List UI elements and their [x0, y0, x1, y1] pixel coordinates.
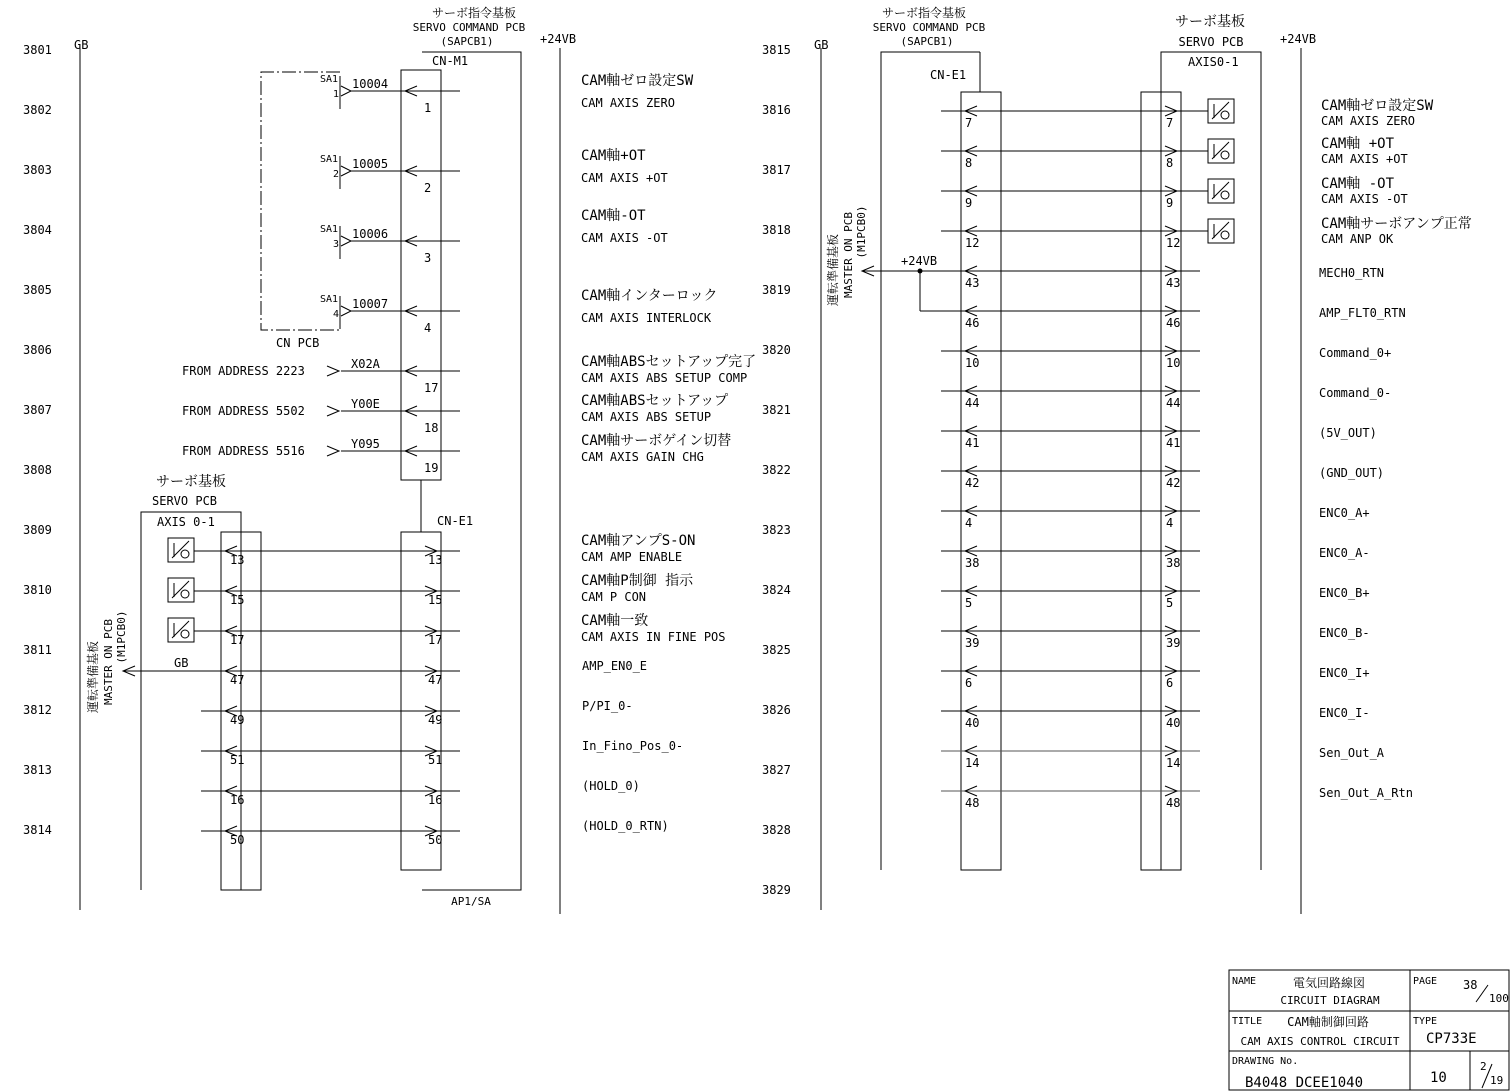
- servo-pin-number: 5: [1166, 596, 1174, 610]
- wire-number: 10006: [352, 227, 389, 241]
- gb-label: GB: [814, 38, 829, 52]
- from-address-label: FROM ADDRESS 5502: [182, 404, 305, 418]
- switch-num: 1: [333, 89, 340, 100]
- row-number: 3803: [23, 163, 52, 177]
- io-icon: [168, 538, 194, 562]
- wire-number: 10005: [352, 157, 389, 171]
- connector-mark: [341, 236, 351, 246]
- from-arrow: [327, 366, 339, 376]
- signal-name: ENC0_A+: [1319, 506, 1370, 520]
- signal-desc-jp: CAM軸一致: [581, 613, 649, 629]
- signal-desc-en: CAM AXIS ZERO: [581, 96, 675, 110]
- tb-drawing-number: B4048 DCEE1040: [1245, 1075, 1364, 1091]
- signal-desc-en: CAM AXIS ABS SETUP: [581, 410, 712, 424]
- servo-pin-number: 7: [1166, 116, 1174, 130]
- io-circle: [181, 630, 189, 638]
- cmd-pin-number: 5: [965, 596, 973, 610]
- master-on-pcb-jp: 運転準備基板: [826, 233, 840, 307]
- io-circle: [1221, 151, 1229, 159]
- tb-drawing-label: DRAWING No.: [1232, 1056, 1299, 1067]
- v24-label: +24VB: [540, 32, 577, 46]
- servo-pin-number: 6: [1166, 676, 1174, 690]
- servo-pin-number: 42: [1166, 476, 1181, 490]
- servo-pcb-title-jp: サーボ基板: [1175, 14, 1245, 30]
- row-number: 3812: [23, 703, 52, 717]
- tb-sheet-number: 2: [1480, 1060, 1487, 1073]
- tb-slash: [1476, 985, 1488, 1002]
- servo-pin-number: 4: [1166, 516, 1174, 530]
- signal-desc-jp: CAM軸ゼロ設定SW: [1321, 98, 1434, 114]
- servo-pcb-title-en: SERVO PCB: [152, 494, 218, 508]
- signal-desc-jp: CAM軸ABSセットアップ: [581, 393, 729, 409]
- v24-tap-label: +24VB: [901, 254, 938, 268]
- cmd-pin-number: 13: [428, 553, 443, 567]
- from-arrow: [327, 446, 339, 456]
- signal-desc-jp: CAM軸 +OT: [1321, 136, 1395, 152]
- row-number: 3813: [23, 763, 52, 777]
- cmd-pin-number: 50: [428, 833, 443, 847]
- servo-pin-number: 14: [1166, 756, 1181, 770]
- pin-number: 18: [424, 421, 439, 435]
- signal-name: Command_0+: [1319, 346, 1392, 360]
- signal-desc-jp: CAM軸ゼロ設定SW: [581, 73, 694, 89]
- gb-tap-label: GB: [174, 656, 189, 670]
- io-icon: [1208, 219, 1234, 243]
- signal-name: (HOLD_0): [582, 779, 640, 793]
- cmd-pin-number: 38: [965, 556, 980, 570]
- signal-desc-en: CAM AMP ENABLE: [581, 550, 683, 564]
- servo-pin-number: 47: [230, 673, 245, 687]
- signal-desc-jp: CAM軸サーボアンプ正常: [1321, 216, 1472, 232]
- row-number: 3802: [23, 103, 52, 117]
- tb-title-jp: CAM軸制御回路: [1287, 1015, 1369, 1029]
- from-address-label: FROM ADDRESS 5516: [182, 444, 305, 458]
- io-slash: [172, 581, 189, 598]
- io-circle: [181, 550, 189, 558]
- connector-mark: [341, 86, 351, 96]
- wire-number: X02A: [351, 357, 380, 371]
- signal-desc-en: CAM AXIS INTERLOCK: [581, 311, 712, 325]
- gb-label: GB: [74, 38, 89, 52]
- signal-name: MECH0_RTN: [1319, 266, 1385, 280]
- tb-title-en: CAM AXIS CONTROL CIRCUIT: [1240, 1035, 1400, 1048]
- from-arrow: [327, 406, 339, 416]
- tb-name-label: NAME: [1232, 976, 1257, 987]
- cmd-pin-number: 7: [965, 116, 973, 130]
- signal-name: Sen_Out_A_Rtn: [1319, 786, 1413, 800]
- axis-label: AXIS 0-1: [157, 515, 215, 529]
- pin-number: 19: [424, 461, 439, 475]
- cmd-pin-number: 44: [965, 396, 980, 410]
- io-icon: [1208, 99, 1234, 123]
- row-number: 3804: [23, 223, 52, 237]
- servo-pin-number: 41: [1166, 436, 1181, 450]
- signal-desc-jp: CAM軸ABSセットアップ完了: [581, 354, 757, 370]
- cmd-pin-number: 46: [965, 316, 980, 330]
- tb-title-label: TITLE: [1232, 1016, 1263, 1027]
- cmd-pin-number: 10: [965, 356, 980, 370]
- connector-mark: [341, 166, 351, 176]
- servo-pin-number: 40: [1166, 716, 1181, 730]
- signal-name: In_Fino_Pos_0-: [582, 739, 684, 753]
- signal-desc-jp: CAM軸P制御 指示: [581, 573, 694, 589]
- wire-number: Y00E: [351, 397, 380, 411]
- board-id: (SAPCB1): [440, 35, 494, 48]
- tb-type-label: TYPE: [1413, 1016, 1438, 1027]
- tb-type-value: CP733E: [1426, 1031, 1477, 1047]
- io-slash: [172, 541, 189, 558]
- io-circle: [1221, 111, 1229, 119]
- signal-desc-jp: CAM軸-OT: [581, 208, 646, 224]
- row-number: 3820: [762, 343, 791, 357]
- tb-page-label: PAGE: [1413, 976, 1438, 987]
- io-slash: [1212, 222, 1229, 239]
- cmd-pin-number: 4: [965, 516, 973, 530]
- pin-number: 17: [424, 381, 439, 395]
- row-number: 3827: [762, 763, 791, 777]
- pin-number: 2: [424, 181, 432, 195]
- servo-pin-number: 38: [1166, 556, 1181, 570]
- row-number: 3822: [762, 463, 791, 477]
- signal-desc-jp: CAM軸 -OT: [1321, 176, 1395, 192]
- signal-desc-jp: CAM軸サーボゲイン切替: [581, 433, 732, 449]
- row-number: 3829: [762, 883, 791, 897]
- servo-pin-number: 13: [230, 553, 245, 567]
- v24-label: +24VB: [1280, 32, 1317, 46]
- row-number: 3818: [762, 223, 791, 237]
- pin-number: 3: [424, 251, 432, 265]
- switch-num: 2: [333, 169, 340, 180]
- row-number: 3805: [23, 283, 52, 297]
- cn-e1-label: CN-E1: [930, 68, 967, 82]
- connector-mark: [341, 306, 351, 316]
- servo-pcb-box: [141, 512, 241, 890]
- signal-name: ENC0_I-: [1319, 706, 1370, 720]
- servo-pin-number: 8: [1166, 156, 1174, 170]
- signal-desc-en: CAM P CON: [581, 590, 647, 604]
- signal-desc-en: CAM AXIS ABS SETUP COMP: [581, 371, 748, 385]
- switch-tag: SA1: [320, 154, 339, 165]
- wire-number: Y095: [351, 437, 380, 451]
- master-on-pcb-jp: 運転準備基板: [86, 640, 100, 714]
- signal-name: AMP_FLT0_RTN: [1319, 306, 1406, 320]
- cmd-pin-number: 12: [965, 236, 980, 250]
- io-circle: [1221, 231, 1229, 239]
- io-icon: [1208, 179, 1234, 203]
- servo-pin-number: 15: [230, 593, 245, 607]
- servo-pin-number: 12: [1166, 236, 1181, 250]
- signal-desc-jp: CAM軸アンプS-ON: [581, 533, 696, 549]
- tb-page-total: 100: [1489, 992, 1509, 1005]
- servo-command-pcb-box: [881, 52, 980, 870]
- cmd-pin-number: 15: [428, 593, 443, 607]
- title-block: [1229, 970, 1509, 1091]
- servo-pcb-title-jp: サーボ基板: [156, 474, 226, 490]
- cmd-pin-number: 51: [428, 753, 443, 767]
- signal-desc-jp: CAM軸インターロック: [581, 288, 718, 304]
- ap1-label: AP1/SA: [451, 895, 491, 908]
- row-number: 3806: [23, 343, 52, 357]
- switch-tag: SA1: [320, 224, 339, 235]
- cmd-pin-number: 17: [428, 633, 443, 647]
- row-number: 3808: [23, 463, 52, 477]
- row-number: 3821: [762, 403, 791, 417]
- cn-pcb-frame: [261, 72, 340, 330]
- signal-name: ENC0_B+: [1319, 586, 1370, 600]
- servo-pin-number: 46: [1166, 316, 1181, 330]
- cn-e1-label: CN-E1: [437, 514, 474, 528]
- left-circuit: [23, 5, 756, 914]
- servo-pcb-title-en: SERVO PCB: [1178, 35, 1244, 49]
- switch-tag: SA1: [320, 74, 339, 85]
- pin-number: 4: [424, 321, 432, 335]
- row-number: 3824: [762, 583, 791, 597]
- row-number: 3809: [23, 523, 52, 537]
- row-number: 3826: [762, 703, 791, 717]
- tb-name-en: CIRCUIT DIAGRAM: [1280, 994, 1380, 1007]
- tb-sheet-total: 19: [1490, 1074, 1504, 1087]
- io-slash: [1212, 182, 1229, 199]
- servo-pin-number: 50: [230, 833, 245, 847]
- signal-name: ENC0_I+: [1319, 666, 1370, 680]
- signal-name: (HOLD_0_RTN): [582, 819, 669, 833]
- cmd-pin-number: 41: [965, 436, 980, 450]
- servo-pin-number: 17: [230, 633, 245, 647]
- cmd-pin-number: 9: [965, 196, 973, 210]
- axis-label: AXIS0-1: [1188, 55, 1239, 69]
- signal-name: ENC0_B-: [1319, 626, 1370, 640]
- tb-revision: 10: [1430, 1070, 1447, 1086]
- servo-pin-number: 39: [1166, 636, 1181, 650]
- master-on-pcb-en: MASTER ON PCB: [102, 618, 115, 706]
- cn-pcb-label: CN PCB: [276, 336, 320, 350]
- io-icon: [168, 618, 194, 642]
- io-circle: [181, 590, 189, 598]
- cmd-pin-number: 47: [428, 673, 443, 687]
- signal-name: (GND_OUT): [1319, 466, 1385, 480]
- pin-number: 1: [424, 101, 432, 115]
- io-slash: [1212, 142, 1229, 159]
- signal-desc-en: CAM ANP OK: [1321, 232, 1394, 246]
- servo-pin-number: 9: [1166, 196, 1174, 210]
- connector-cn-m1: [401, 70, 441, 480]
- io-circle: [1221, 191, 1229, 199]
- board-id: (SAPCB1): [900, 35, 954, 48]
- wire-number: 10007: [352, 297, 389, 311]
- row-number: 3801: [23, 43, 52, 57]
- wire-number: 10004: [352, 77, 389, 91]
- cmd-pin-number: 48: [965, 796, 980, 810]
- right-circuit: [762, 5, 1472, 914]
- signal-name: AMP_EN0_E: [582, 659, 648, 673]
- board-title-jp: サーボ指令基板: [881, 6, 967, 20]
- connector-cn-e1: [401, 532, 441, 870]
- cmd-pin-number: 14: [965, 756, 980, 770]
- servo-pin-number: 49: [230, 713, 245, 727]
- signal-name: Sen_Out_A: [1319, 746, 1385, 760]
- cmd-pin-number: 39: [965, 636, 980, 650]
- board-title-en: SERVO COMMAND PCB: [872, 21, 986, 34]
- servo-pin-number: 16: [230, 793, 245, 807]
- signal-desc-en: CAM AXIS GAIN CHG: [581, 450, 704, 464]
- servo-pin-number: 43: [1166, 276, 1181, 290]
- cmd-pin-number: 8: [965, 156, 973, 170]
- signal-desc-en: CAM AXIS ZERO: [1321, 114, 1415, 128]
- row-number: 3815: [762, 43, 791, 57]
- signal-name: ENC0_A-: [1319, 546, 1370, 560]
- signal-desc-en: CAM AXIS -OT: [581, 231, 668, 245]
- signal-desc-en: CAM AXIS +OT: [1321, 152, 1408, 166]
- io-slash: [172, 621, 189, 638]
- switch-num: 4: [333, 309, 340, 320]
- row-number: 3807: [23, 403, 52, 417]
- servo-pin-number: 10: [1166, 356, 1181, 370]
- signal-desc-jp: CAM軸+OT: [581, 148, 646, 164]
- tb-page-number: 38: [1463, 978, 1478, 992]
- cmd-pin-number: 40: [965, 716, 980, 730]
- master-on-pcb-id: (M1PCB0): [115, 610, 128, 664]
- servo-pin-number: 51: [230, 753, 245, 767]
- row-number: 3816: [762, 103, 791, 117]
- row-number: 3819: [762, 283, 791, 297]
- cmd-pin-number: 49: [428, 713, 443, 727]
- switch-tag: SA1: [320, 294, 339, 305]
- cmd-pin-number: 42: [965, 476, 980, 490]
- io-icon: [1208, 139, 1234, 163]
- signal-name: P/PI_0-: [582, 699, 633, 713]
- signal-desc-en: CAM AXIS IN FINE POS: [581, 630, 726, 644]
- row-number: 3817: [762, 163, 791, 177]
- board-title-jp: サーボ指令基板: [431, 6, 517, 20]
- signal-name: (5V_OUT): [1319, 426, 1377, 440]
- master-on-pcb-en: MASTER ON PCB: [842, 211, 855, 299]
- row-number: 3828: [762, 823, 791, 837]
- row-number: 3814: [23, 823, 52, 837]
- switch-num: 3: [333, 239, 340, 250]
- row-number: 3825: [762, 643, 791, 657]
- io-slash: [1212, 102, 1229, 119]
- master-on-pcb-id: (M1PCB0): [855, 205, 868, 259]
- row-number: 3811: [23, 643, 52, 657]
- servo-pcb-box: [1161, 52, 1261, 870]
- cmd-pin-number: 16: [428, 793, 443, 807]
- cmd-pin-number: 43: [965, 276, 980, 290]
- servo-pin-number: 48: [1166, 796, 1181, 810]
- row-number: 3823: [762, 523, 791, 537]
- cmd-pin-number: 6: [965, 676, 973, 690]
- signal-desc-en: CAM AXIS +OT: [581, 171, 668, 185]
- servo-pin-number: 44: [1166, 396, 1181, 410]
- signal-name: Command_0-: [1319, 386, 1392, 400]
- io-icon: [168, 578, 194, 602]
- signal-desc-en: CAM AXIS -OT: [1321, 192, 1408, 206]
- tb-name-jp: 電気回路線図: [1292, 976, 1366, 990]
- board-title-en: SERVO COMMAND PCB: [412, 21, 526, 34]
- cn-m1-label: CN-M1: [432, 54, 469, 68]
- from-address-label: FROM ADDRESS 2223: [182, 364, 305, 378]
- row-number: 3810: [23, 583, 52, 597]
